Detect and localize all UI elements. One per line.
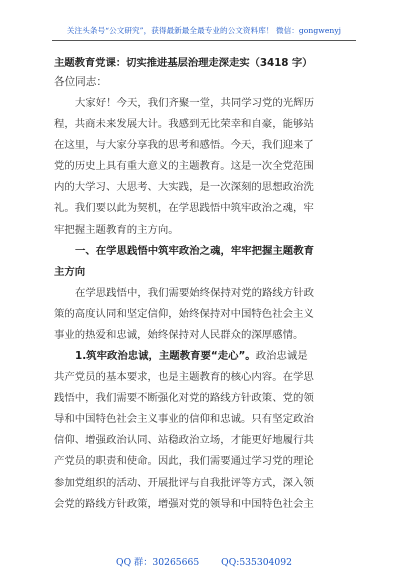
word-count: （3418 字） (249, 57, 313, 69)
text-line: 事业的热爱和忠诚，始终保持对人民群众的深厚感情。 (54, 328, 304, 341)
footer-qq-group: QQ 群：30265665 (116, 557, 200, 568)
title-text: 主题教育党课：切实推进基层治理走深走实 (54, 57, 250, 69)
text-line: 程，共商未来发展大计。我感到无比荣幸和自豪，能够站 (54, 118, 314, 131)
text-line: 参加党组织的活动、开展批评与自我批评等方式，深入领 (54, 476, 314, 489)
text-line: 大家好！今天，我们齐聚一堂，共同学习党的光辉历 (75, 97, 314, 109)
text-line: 内的大学习、大思考、大实践，是一次深刻的思想政治洗 (54, 181, 314, 194)
header-divider (52, 40, 356, 41)
text-line: 策的高度认同和坚定信仰，始终保持对中国特色社会主义 (54, 307, 314, 320)
text-line: 在这里，与大家分享我的思考和感悟。今天，我们迎来了 (54, 139, 314, 152)
text-line: 信仰、增强政治认同、站稳政治立场，才能更好地履行共 (54, 434, 314, 447)
subsection-1-paragraph (54, 346, 356, 515)
text-line: 礼。我们要以此为契机，在学思践悟中筑牢政治之魂，牢 (54, 202, 314, 215)
header-promo-note: 关注头条号“公文研究”，获得最新最全最专业的公文资料库！ 微信：gongwenyj (66, 26, 342, 35)
footer-contact (0, 554, 408, 568)
salutation: 各位同志： (54, 76, 107, 88)
subsection-heading: 1.筑牢政治忠诚，主题教育要“走心”。 (75, 349, 256, 362)
section-1-paragraph (54, 283, 356, 346)
intro-paragraph (54, 93, 356, 241)
text-line: 牢把握主题教育的主方向。 (54, 223, 179, 236)
text-line (54, 346, 356, 367)
section-heading-1 (54, 241, 356, 283)
text-line: 导和中国特色社会主义事业的信仰和忠诚。只有坚定政治 (54, 413, 314, 426)
text-line: 在学思践悟中，我们需要始终保持对党的路线方针政 (75, 286, 314, 299)
text-line: 共产党员的基本要求，也是主题教育的核心内容。在学思 (54, 371, 314, 384)
footer-qq: QQ:535304092 (221, 557, 292, 568)
text-run: 政治忠诚是 (255, 349, 308, 362)
text-line: 党的历史上具有重大意义的主题教育。这是一次全党范围 (54, 160, 314, 173)
document-title (54, 53, 356, 73)
text-line: 会党的路线方针政策，增强对党的领导和中国特色社会主 (54, 497, 314, 510)
heading-line: 主方向 (54, 265, 86, 278)
text-line: 践悟中，我们需要不断强化对党的路线方针政策、党的领 (54, 392, 314, 405)
text-line: 产党员的职责和使命。因此，我们需要通过学习党的理论 (54, 455, 314, 468)
heading-line: 一、在学思践悟中筑牢政治之魂，牢牢把握主题教育 (75, 244, 314, 257)
document-body (54, 53, 356, 515)
